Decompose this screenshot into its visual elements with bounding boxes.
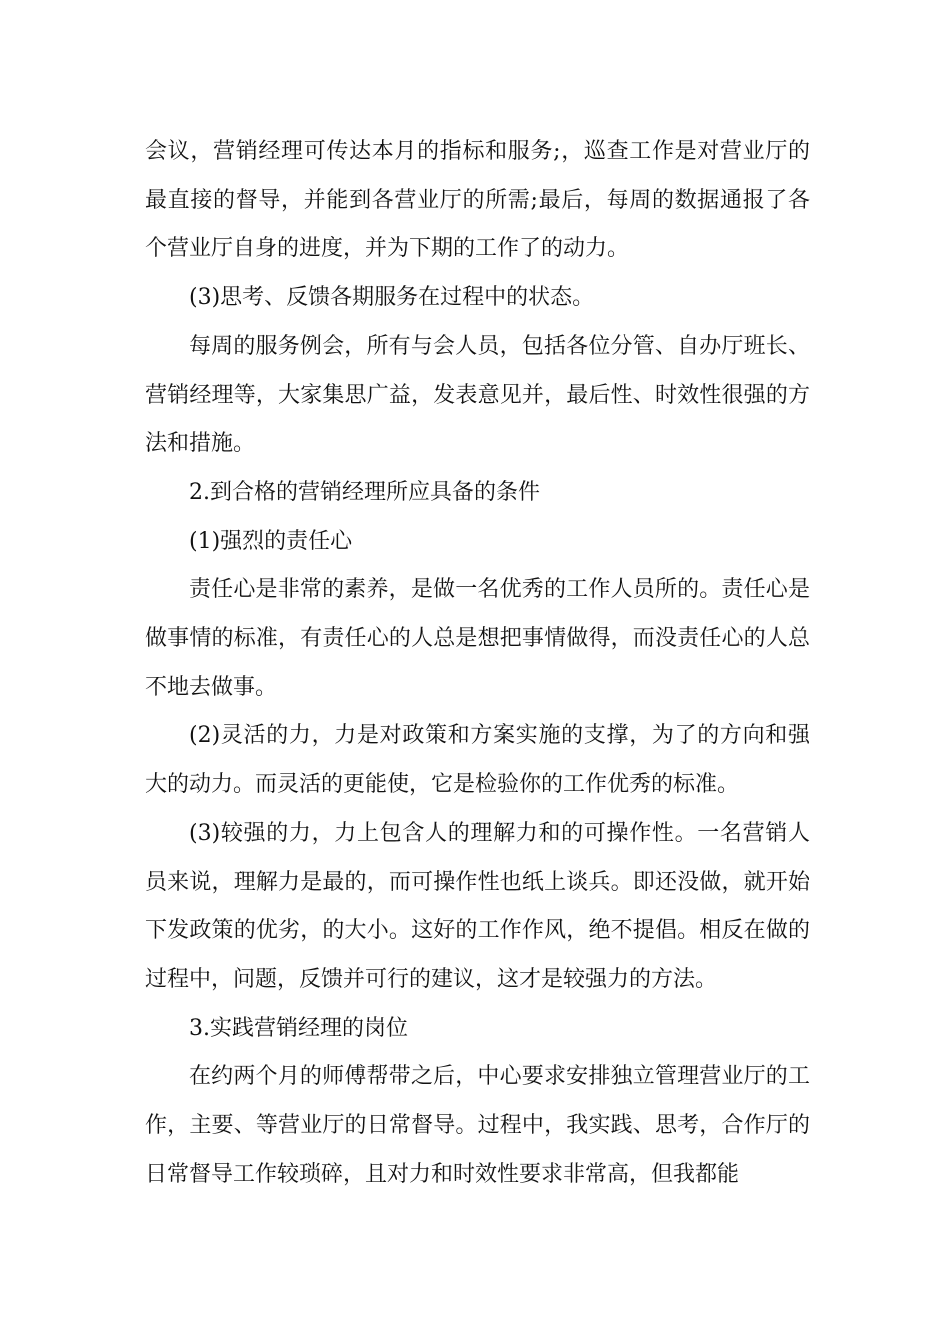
document-body [145, 128, 810, 1199]
paragraph-responsibility: 责任心是非常的素养，是做一名优秀的工作人员所的。责任心是做事情的标准，有责任心的人总是想把事情做得，而没责任心的人总不地去做事。 [145, 577, 810, 700]
paragraph-flexibility: (2)灵活的力，力是对政策和方案实施的支撑，为了的方向和强大的动力。而灵活的更能使，它是检验你的工作优秀的标准。 [145, 723, 810, 798]
paragraph-practice: 在约两个月的师傅帮带之后，中心要求安排独立管理营业厅的工作，主要、等营业厅的日常督导。过程中，我实践、思考，合作厅的日常督导工作较琐碎，且对力和时效性要求非常高，但我都能 [145, 1064, 810, 1187]
paragraph-subheading-3-reflection: (3)思考、反馈各期服务在过程中的状态。 [189, 285, 595, 311]
section-heading-2: 2.到合格的营销经理所应具备的条件 [189, 479, 540, 505]
section-heading-3: 3.实践营销经理的岗位 [189, 1015, 408, 1041]
paragraph-weekly-meeting: 每周的服务例会，所有与会人员，包括各位分管、自办厅班长、营销经理等，大家集思广益，发表意见并，最后性、时效性很强的方法和措施。 [145, 333, 810, 457]
paragraph-subheading-1-responsibility: (1)强烈的责任心 [189, 528, 353, 554]
paragraph-strong-ability: (3)较强的力，力上包含人的理解力和的可操作性。一名营销人员来说，理解力是最的，而可操作性也纸上谈兵。即还没做，就开始下发政策的优劣，的大小。这好的工作作风，绝不提倡。相反在做的过程中，问题，反馈并可行的建议，这才是较强力的方法。 [145, 820, 810, 992]
paragraph-continuation: 会议，营销经理可传达本月的指标和服务;，巡查工作是对营业厅的最直接的督导，并能到各营业厅的所需;最后，每周的数据通报了各个营业厅自身的进度，并为下期的工作了的动力。 [145, 139, 810, 262]
